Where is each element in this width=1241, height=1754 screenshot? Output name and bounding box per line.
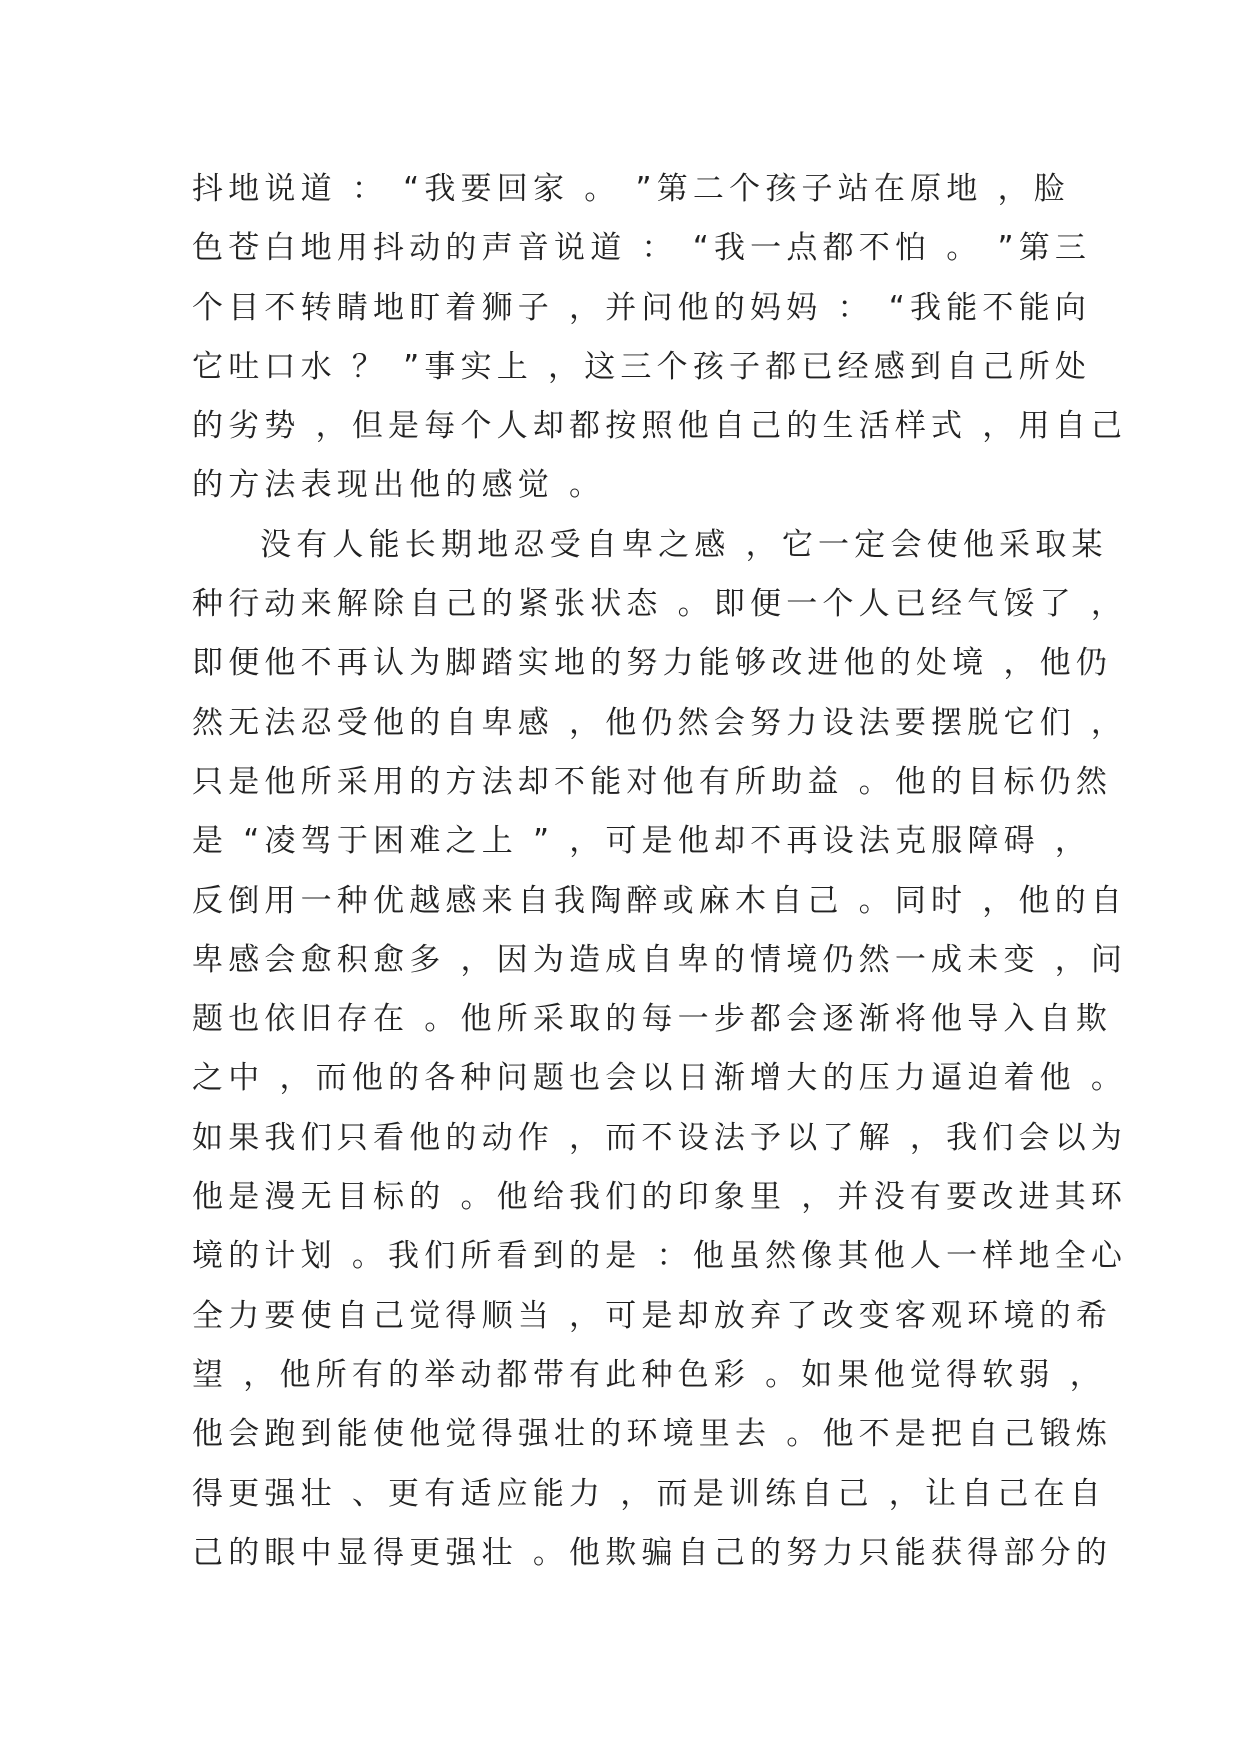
- text-line: 只是他所采用的方法却不能对他有所助益 。他的目标仍然: [192, 763, 1113, 800]
- text-line: 全力要使自己觉得顺当 ，可是却放弃了改变客观环境的希: [192, 1297, 1113, 1334]
- body-text: [192, 160, 1128, 1583]
- text-line: 的劣势 ，但是每个人却都按照他自己的生活样式 ，用自己: [192, 408, 1128, 445]
- text-line: 即便他不再认为脚踏实地的努力能够改进他的处境 ，他仍: [192, 645, 1113, 682]
- text-line: 境的计划 。我们所看到的是 ：他虽然像其他人一样地全心: [192, 1238, 1128, 1275]
- text-line: 之中 ，而他的各种问题也会以日渐增大的压力逼迫着他 。: [192, 1060, 1128, 1097]
- text-line: 他是漫无目标的 。他给我们的印象里 ，并没有要改进其环: [192, 1179, 1128, 1216]
- text-line: 它吐口水 ？ ”事实上 ，这三个孩子都已经感到自己所处: [192, 348, 1092, 385]
- text-line: 个目不转睛地盯着狮子 ，并问他的妈妈 ： “我能不能向: [192, 289, 1092, 326]
- text-line: 是 “凌驾于困难之上 ” ，可是他却不再设法克服障碍 ，: [192, 823, 1092, 860]
- text-line: 己的眼中显得更强壮 。他欺骗自己的努力只能获得部分的: [192, 1534, 1113, 1571]
- text-line: 得更强壮 、更有适应能力 ，而是训练自己 ，让自己在自: [192, 1475, 1106, 1512]
- text-line: 然无法忍受他的自卑感 ，他仍然会努力设法要摆脱它们 ，: [192, 704, 1128, 741]
- text-line: 如果我们只看他的动作 ，而不设法予以了解 ，我们会以为: [192, 1119, 1128, 1156]
- text-line: 抖地说道 ： “我要回家 。 ”第二个孩子站在原地 ，脸: [192, 171, 1070, 207]
- text-line: 题也依旧存在 。他所采取的每一步都会逐渐将他导入自欺: [192, 1001, 1113, 1038]
- text-line: 望 ，他所有的举动都带有此种色彩 。如果他觉得软弱 ，: [192, 1356, 1106, 1393]
- text-line: 的方法表现出他的感觉 。: [192, 467, 606, 504]
- text-line: 色苍白地用抖动的声音说道 ： “我一点都不怕 。 ”第三: [192, 230, 1092, 267]
- text-line: 种行动来解除自己的紧张状态 。即便一个人已经气馁了 ，: [192, 586, 1128, 623]
- text-line: 卑感会愈积愈多 ，因为造成自卑的情境仍然一成未变 ，问: [192, 941, 1128, 978]
- text-line: 他会跑到能使他觉得强壮的环境里去 。他不是把自己锻炼: [192, 1416, 1113, 1453]
- text-line: 反倒用一种优越感来自我陶醉或麻木自己 。同时 ，他的自: [192, 882, 1128, 919]
- paragraph-first-line: 没有人能长期地忍受自卑之感 ，它一定会使他采取某: [260, 526, 1108, 563]
